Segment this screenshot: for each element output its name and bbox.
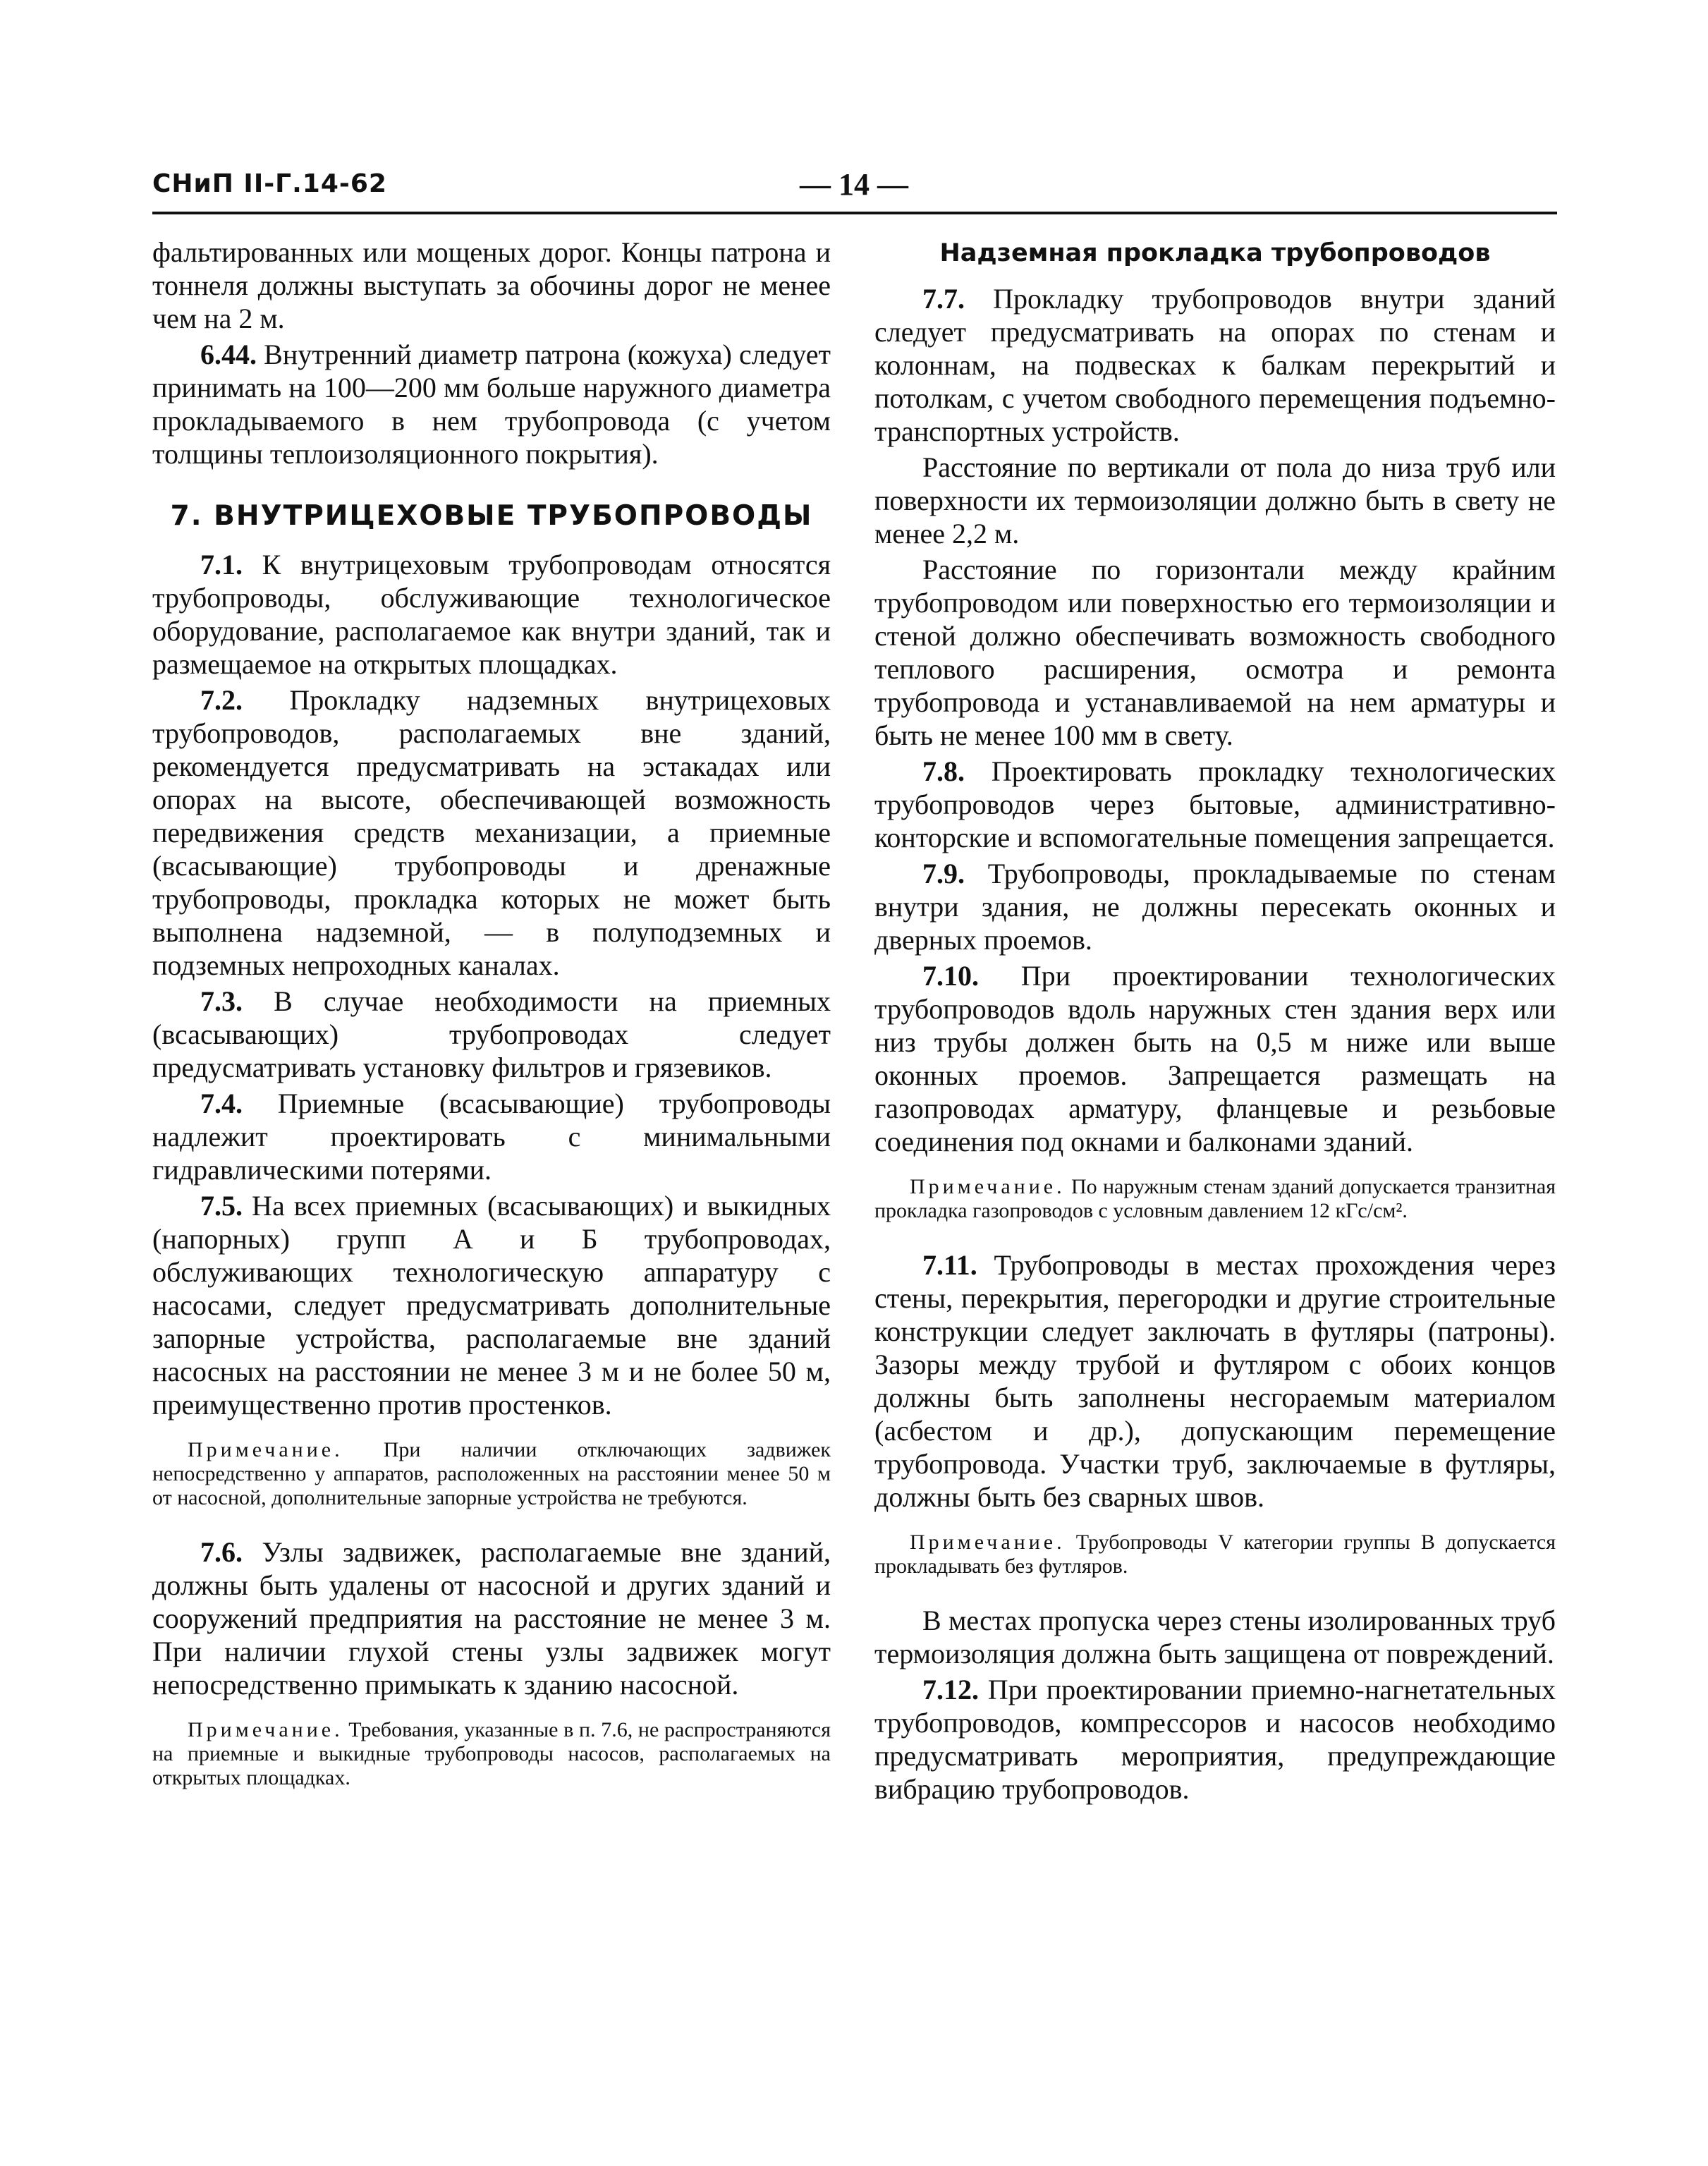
page-number: — 14 — [800, 167, 908, 202]
clause-number: 7.3. [200, 985, 243, 1017]
header-rule [152, 212, 1557, 214]
paragraph-text: При проектировании технологических трубопроводов вдоль наружных стен здания верх или низ трубы должен быть на 0,5 м ниже или выше оконных проемов. Запрещается размещать на газопроводах арматуру, фланцевые и резьбовые соединения под окнами и балконами зданий. [874, 960, 1556, 1157]
paragraph-7-8 [874, 755, 1556, 854]
paragraph-7-1 [152, 548, 831, 681]
paragraph-7-12 [874, 1673, 1556, 1806]
paragraph-7-5 [152, 1189, 831, 1421]
clause-number: 7.5. [200, 1190, 243, 1222]
clause-number: 7.10. [922, 960, 979, 992]
paragraph-text: В случае необходимости на приемных (всасывающих) трубопроводах следует предусматривать установку фильтров и грязевиков. [152, 985, 831, 1083]
paragraph-text: При проектировании приемно-нагнетательных трубопроводов, компрессоров и насосов необходимо предусматривать мероприятия, предупреждающие вибрацию трубопроводов. [874, 1674, 1556, 1805]
paragraph-6-44 [152, 338, 831, 470]
paragraph-7-7-vertical: Расстояние по вертикали от пола до низа труб или поверхности их термоизоляции должно быть в свету не менее 2,2 м. [874, 451, 1556, 549]
note-label: Примечание. [910, 1531, 1066, 1554]
note-text: Требования, указанные в п. 7.6, не распространяются на приемные и выкидные трубопроводы насосов, располагаемых на открытых площадках. [152, 1718, 831, 1789]
paragraph-text: Приемные (всасывающие) трубопроводы надлежит проектировать с минимальными гидравлическими потерями. [152, 1088, 831, 1186]
paragraph-7-3 [152, 985, 831, 1084]
paragraph-7-7-horizontal: Расстояние по горизонтали между крайним трубопроводом или поверхностью его термоизоляции и стеной должно обеспечивать возможность свободного теплового расширения, осмотра и ремонта трубопровода и устанавливаемой на нем арматуры и быть не менее 100 мм в свету. [874, 554, 1556, 751]
clause-number: 7.1. [200, 549, 243, 580]
paragraph-text: Прокладку надземных внутрицеховых трубопроводов, располагаемых вне зданий, рекомендуется предусматривать на эстакадах или опорах на высоте, обеспечивающей возможность передвижения средств механизации, а приемные (всасывающие) трубопроводы и дренажные трубопроводы, прокладка которых не может быть выполнена надземной, — в полуподземных и подземных непроходных каналах. [152, 684, 831, 981]
note-label: Примечание. [188, 1718, 343, 1741]
note-7-6 [152, 1718, 831, 1790]
clause-number: 7.9. [922, 858, 965, 889]
clause-number: 7.8. [922, 755, 965, 787]
page-header [152, 166, 1556, 209]
paragraph-7-10 [874, 959, 1556, 1158]
clause-number: 7.7. [922, 283, 965, 315]
clause-number: 7.11. [922, 1249, 977, 1281]
subsection-title: Надземная прокладка трубопроводов [939, 239, 1491, 267]
left-column [152, 236, 831, 1815]
paragraph-7-4 [152, 1087, 831, 1186]
paragraph-text: Трубопроводы, прокладываемые по стенам внутри здания, не должны пересекать оконных и дверных проемов. [874, 858, 1556, 956]
right-column [874, 236, 1556, 1806]
clause-number: 7.2. [200, 684, 243, 716]
paragraph-7-6 [152, 1535, 831, 1701]
note-7-5 [152, 1438, 831, 1510]
section-title: 7. ВНУТРИЦЕХОВЫЕ ТРУБОПРОВОДЫ [170, 500, 813, 532]
paragraph-text: Прокладку трубопроводов внутри зданий следует предусматривать на опорах по стенам и колоннам, на подвесках к балкам перекрытий и потолкам, с учетом свободного перемещения подъемно-транспортных устройств. [874, 283, 1556, 447]
paragraph-continued: фальтированных или мощеных дорог. Концы патрона и тоннеля должны выступать за обочины дорог не менее чем на 2 м. [152, 236, 831, 334]
note-label: Примечание. [910, 1175, 1066, 1198]
paragraph-text: Узлы задвижек, располагаемые вне зданий, должны быть удалены от насосной и других зданий и сооружений предприятия на расстояние не менее 3 м. При наличии глухой стены узлы задвижек могут непосредственно примыкать к зданию насосной. [152, 1536, 831, 1700]
clause-number: 7.4. [200, 1088, 243, 1119]
note-text: При наличии отключающих задвижек непосредственно у аппаратов, расположенных на расстоянии менее 50 м от насосной, дополнительные запорные устройства не требуются. [152, 1438, 831, 1509]
paragraph-7-9 [874, 857, 1556, 956]
note-text: Трубопроводы V категории группы В допускается прокладывать без футляров. [874, 1531, 1556, 1578]
note-7-11 [874, 1531, 1556, 1578]
paragraph-7-7 [874, 282, 1556, 448]
note-7-10 [874, 1175, 1556, 1223]
clause-number: 7.12. [922, 1674, 979, 1705]
paragraph-text: Трубопроводы в местах прохождения через стены, перекрытия, перегородки и другие строительные конструкции следует заключать в футляры (патроны). Зазоры между трубой и футляром с обоих концов должны быть заполнены несгораемым материалом (асбестом и др.), допускающим перемещение трубопровода. Участки труб, заключаемые в футляры, должны быть без сварных швов. [874, 1249, 1556, 1513]
paragraph-7-11-insulated: В местах пропуска через стены изолированных труб термоизоляция должна быть защищена от повреждений. [874, 1605, 1556, 1669]
clause-number: 7.6. [200, 1536, 243, 1568]
paragraph-text: Проектировать прокладку технологических трубопроводов через бытовые, административно-конторские и вспомогательные помещения запрещается. [874, 755, 1556, 853]
paragraph-7-2 [152, 683, 831, 982]
paragraph-text: К внутрицеховым трубопроводам относятся трубопроводы, обслуживающие технологическое оборудование, располагаемое как внутри зданий, так и размещаемое на открытых площадках. [152, 549, 831, 680]
note-text: По наружным стенам зданий допускается транзитная прокладка газопроводов с условным давлением 12 кГс/см². [874, 1175, 1556, 1222]
paragraph-text: Внутренний диаметр патрона (кожуха) следует принимать на 100—200 мм больше наружного диаметра прокладываемого в нем трубопровода (с учетом толщины теплоизоляционного покрытия). [152, 339, 831, 470]
clause-number: 6.44. [200, 339, 257, 370]
paragraph-7-11 [874, 1248, 1556, 1514]
paragraph-text: На всех приемных (всасывающих) и выкидных (напорных) групп А и Б трубопроводах, обслуживающих технологическую аппаратуру с насосами, следует предусматривать дополнительные запорные устройства, располагаемые вне зданий насосных на расстоянии не менее 3 м и не более 50 м, преимущественно против простенков. [152, 1190, 831, 1420]
note-label: Примечание. [188, 1438, 343, 1461]
document-code: СНиП II-Г.14-62 [152, 169, 387, 198]
